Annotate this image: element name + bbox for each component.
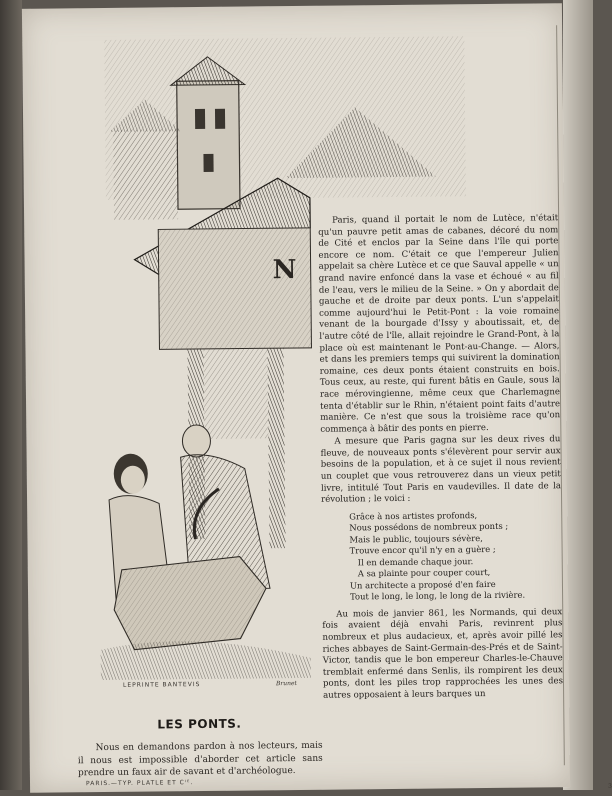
verse-line: Trouve encor qu'il n'y en a guère ; <box>349 544 496 556</box>
verse-line: Un architecte a proposé d'en faire <box>349 578 496 591</box>
article-heading: LES PONTS. <box>157 716 242 732</box>
book-page <box>22 3 612 793</box>
illustration-credit-left: LEPRINTE BANTEVIS <box>122 681 201 689</box>
illustration-credit-right: Brunet <box>275 680 297 688</box>
verse-block <box>349 509 562 603</box>
paragraph-1: Paris, quand il portait le nom de Lutèce, n'était qu'un pauvre petit amas de cabanes, décoré du nom de Cité et enclos par la Seine dans l'île qui porte encore ce nom. C'était ce que l'empereur Julien appelait sa chère Lutèce et ce que Sauval appelle « un grand navire enfoncé dans la vase et échoué « au fil de l'eau, vers le milieu de la Seine. » On y abordait de gauche et de droite par deux ponts. L'un s'appelait comme aujourd'hui le Petit-Pont : la voie romaine venant de la bourgade d'Issy y aboutissait, et, de l'autre côté de l'île, allait rejoindre le Grand-Pont, à la place où est maintenant le Pont-au-Change. — Alors, et dans les premiers temps qui suivirent la domination romaine, ces deux ponts étaient construits en bois. Tous ceux, au reste, qui furent bâtis en Gaule, sous la race mérovingienne, même ceux que Charlemagne tenta d'établir sur le Rhin, n'étaient point faits d'autre manière. Ce n'est que sous la troisième race qu'on commença à bâtir des ponts en pierre. <box>318 213 561 435</box>
verse-line: Mais le public, toujours sévère, <box>349 532 483 545</box>
text-column <box>318 213 563 703</box>
svg-text:N: N <box>272 254 297 286</box>
printer-line: PARIS.—TYP. PLATLE ET Cᴵᴱ. <box>85 779 194 788</box>
verse-line: Tout le long, le long, le long de la rivière. <box>350 589 526 602</box>
verse-line: A sa plainte pour couper court, <box>357 567 491 579</box>
verse-line: Il en demande chaque jour. <box>357 555 474 568</box>
paragraph-3: Au mois de janvier 861, les Normands, qui deux fois avaient déjà envahi Paris, revinrent plus nombreux et plus audacieux, et, après avoir pillé les riches abbayes de Saint-Germain-des-Prés et de Saint-Victor, tandis que le bon empereur Charles-le-Chauve tremblait enfermé dans Senlis, ils rompirent les deux ponts, dont les piles trop rapprochées les unes des autres opposaient à leurs barques un <box>322 607 564 701</box>
engraving-illustration <box>64 28 326 691</box>
verse-line: Grâce à nos artistes profonds, <box>349 509 478 522</box>
page-mark: 3 <box>608 782 612 790</box>
paragraph-2: A mesure que Paris gagna sur les deux rives du fleuve, de nouveaux ponts s'élevèrent pour servir aux besoins de la population, et à ce sujet il nous revient un couplet que vous retrouverez dans un vieux petit livre, intitulé Tout Paris en vaudevilles. Il date de la révolution ; le voici : <box>320 434 561 505</box>
verse-line: Nous possédons de nombreux ponts ; <box>349 521 509 533</box>
intro-paragraph <box>78 740 323 780</box>
intro-text: Nous en demandons pardon à nos lecteurs, mais il nous est impossible d'aborder cet article sans prendre un faux air de savant et d'archéologue. <box>77 740 323 779</box>
table-background <box>0 0 22 790</box>
